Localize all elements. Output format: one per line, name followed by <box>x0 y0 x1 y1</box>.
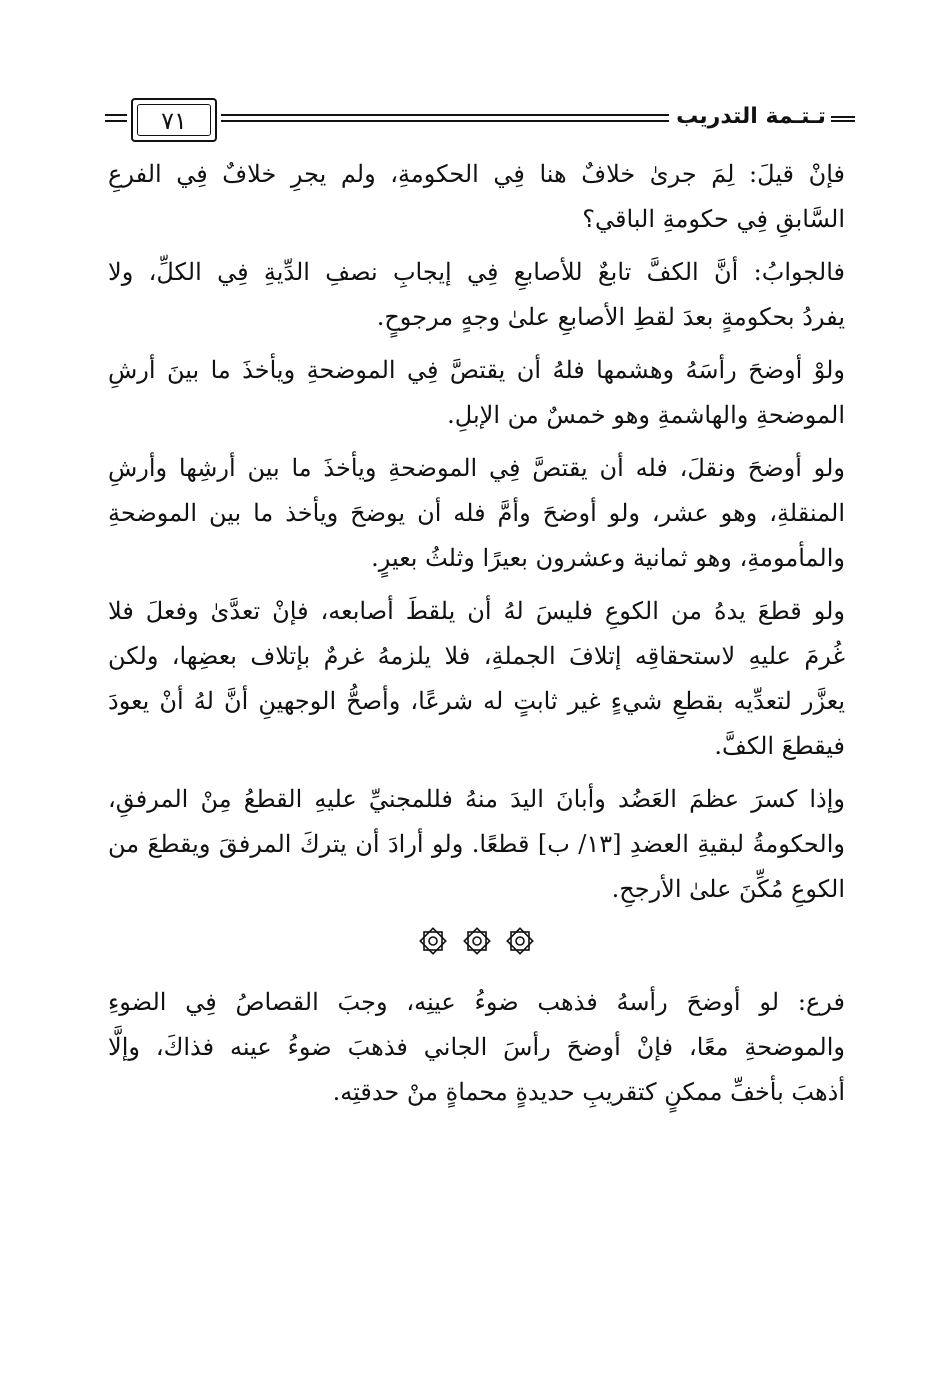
text-line: يعزَّر لتعدِّيه بقطعِ شيءٍ غير ثابتٍ له شرعًا، وأصحُّ الوجهينِ أنَّ لهُ أنْ يعودَ <box>108 687 845 715</box>
header-rule-left <box>105 114 127 122</box>
paragraph-question <box>108 152 845 242</box>
running-book-title: تـتـمة التدريب <box>676 104 826 129</box>
text-line: غُرمَ عليهِ لاستحقاقِه إتلافَ الجملةِ، فلا يلزمهُ غرمٌ بإتلاف بعضِها، ولكن <box>108 642 845 670</box>
text-line: فيقطعَ الكفَّ. <box>714 732 845 760</box>
text-line: ولوْ أوضحَ رأسَهُ وهشمها فلهُ أن يقتصَّ فِي الموضحةِ ويأخذَ ما بينَ أرشِ <box>108 356 845 384</box>
text-line: المنقلةِ، وهو عشر، ولو أوضحَ وأمَّ فله أن يوضحَ ويأخذ ما بين الموضحةِ <box>108 499 845 527</box>
text-line: والمأمومةِ، وهو ثمانية وعشرون بعيرًا وثلثُ بعيرٍ. <box>371 544 845 572</box>
paragraph-wrist <box>108 589 845 769</box>
text-line: وإذا كسرَ عظمَ العَضُد وأبانَ اليدَ منهُ فللمجنيِّ عليهِ القطعُ مِنْ المرفقِ، <box>108 785 845 813</box>
paragraph-hashima <box>108 348 845 438</box>
text-line: والموضحةِ معًا، فإنْ أوضحَ رأسَ الجاني فذهبَ ضوءُ عينه فذاكَ، وإلَّا <box>108 1033 845 1061</box>
eight-point-star-ornament-icon <box>418 926 448 956</box>
text-line: الكوعِ مُكِّنَ علىٰ الأرجحِ. <box>611 875 845 903</box>
paragraph-munaqqila <box>108 446 845 581</box>
page-body <box>108 152 845 1123</box>
text-line: فرع: لو أوضحَ رأسهُ فذهب ضوءُ عينِه، وجبَ القصاصُ فِي الضوءِ <box>108 988 845 1016</box>
page-number-frame <box>131 98 217 142</box>
paragraph-answer <box>108 250 845 340</box>
eight-point-star-ornament-icon <box>505 926 535 956</box>
text-line: ولو أوضحَ ونقلَ، فله أن يقتصَّ فِي الموضحةِ ويأخذَ ما بين أرشِها وأرشِ <box>108 454 845 482</box>
page-number: ٧١ <box>161 107 187 135</box>
text-line: فإنْ قيلَ: لِمَ جرىٰ خلافٌ هنا فِي الحكومةِ، ولم يجرِ خلافٌ فِي الفرعِ <box>108 160 845 188</box>
paragraph-branch-eye-light <box>108 980 845 1115</box>
text-line: ولو قطعَ يدهُ من الكوعِ فليسَ لهُ أن يلقطَ أصابعه، فإنْ تعدَّىٰ وفعلَ فلا <box>108 597 845 625</box>
paragraph-upper-arm <box>108 777 845 912</box>
text-line: فالجوابُ: أنَّ الكفَّ تابعٌ للأصابعِ فِي إيجابِ نصفِ الدِّيةِ فِي الكلِّ، ولا <box>108 258 845 286</box>
text-line: يفردُ بحكومةٍ بعدَ لقطِ الأصابعِ علىٰ وجهٍ مرجوحٍ. <box>376 303 845 331</box>
header-rule-middle <box>221 114 669 122</box>
text-line: الموضحةِ والهاشمةِ وهو خمسٌ من الإبلِ. <box>447 401 845 429</box>
text-line: أذهبَ بأخفِّ ممكنٍ كتقريبِ حديدةٍ محماةٍ منْ حدقتِه. <box>332 1078 845 1106</box>
section-divider-ornaments <box>108 920 845 960</box>
text-line: السَّابقِ فِي حكومةِ الباقي؟ <box>582 205 845 233</box>
text-line: والحكومةُ لبقيةِ العضدِ [١٣/ ب] قطعًا. ولو أرادَ أن يتركَ المرفقَ ويقطعَ من <box>108 830 845 858</box>
header-rule-right <box>831 116 855 122</box>
eight-point-star-ornament-icon <box>462 926 492 956</box>
